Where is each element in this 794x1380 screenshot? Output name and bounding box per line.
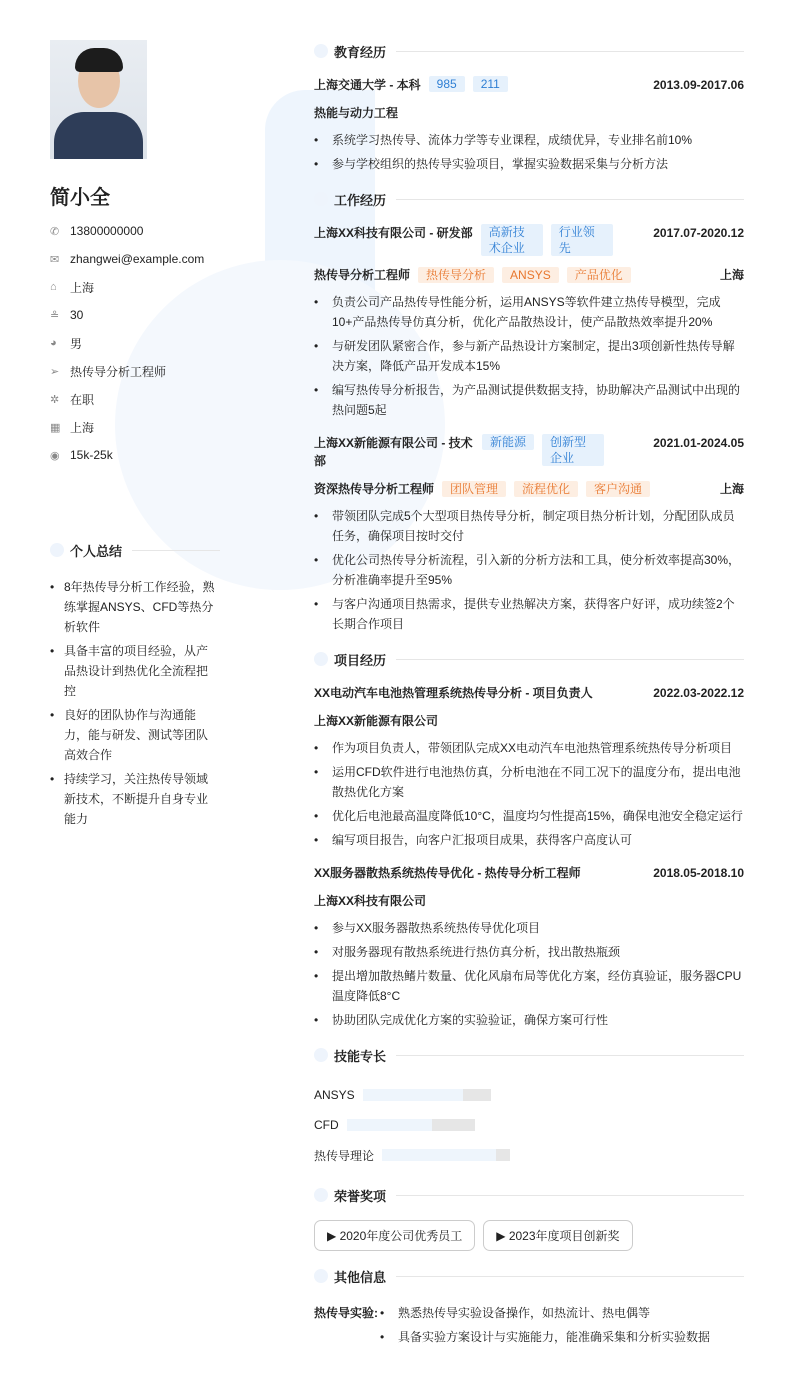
skill-tag: 客户沟通 (586, 481, 650, 497)
entry-title-group (314, 864, 581, 882)
section-title (314, 648, 744, 670)
skill-item (314, 1080, 568, 1110)
info-text: 30 (70, 308, 84, 322)
entry-title: XX服务器散热系统热传导优化 - 热传导分析工程师 (314, 866, 581, 880)
skill-name: CFD (314, 1118, 339, 1132)
skill-bar (363, 1089, 491, 1101)
other-item: • 具备实验方案设计与实施能力，能准确采集和分析实验数据 (380, 1325, 710, 1349)
entry-title: XX电动汽车电池热管理系统热传导分析 - 项目负责人 (314, 686, 593, 700)
role-text: 上海XX新能源有限公司 (314, 714, 439, 728)
skill-list (314, 1080, 744, 1170)
entry-subtitle (314, 712, 744, 730)
entry-title-group (314, 684, 593, 702)
entry-title-group (314, 224, 613, 256)
bullet-item: • 与研发团队紧密合作，参与新产品热设计方案制定，提出3项创新性热传导解决方案，降低产品开发成本15% (314, 336, 744, 376)
info-text: 热传导分析工程师 (70, 364, 167, 379)
entry-role (314, 480, 650, 498)
entry-date: 2021.01-2024.05 (653, 436, 744, 450)
summary-list (50, 577, 220, 829)
play-icon: ▶ (327, 1229, 340, 1243)
bullet-item: • 参与XX服务器散热系统热传导优化项目 (314, 918, 744, 938)
skill-bar (347, 1119, 475, 1131)
bullet-list (314, 130, 744, 174)
skill-bar-fill (363, 1089, 463, 1101)
skill-bar-fill (347, 1119, 433, 1131)
info-text: 15k-25k (70, 448, 113, 462)
section-title (314, 1184, 744, 1206)
award-list (314, 1220, 744, 1251)
skill-tag: 团队管理 (442, 481, 506, 497)
other-list (380, 1301, 710, 1349)
entry-subtitle (314, 480, 744, 498)
info-text: 上海 (70, 280, 95, 295)
skill-name: 热传导理论 (314, 1148, 375, 1163)
cake-icon: ≗ (50, 309, 60, 322)
info-row (50, 301, 220, 329)
entry-subtitle (314, 104, 744, 122)
bullet-item: • 系统学习热传导、流体力学等专业课程，成绩优异，专业排名前10% (314, 130, 744, 150)
bullet-item: • 负责公司产品热传导性能分析，运用ANSYS等软件建立热传导模型，完成10+产品热传导仿真分析，优化产品散热设计，使产品散热效率提升20% (314, 292, 744, 332)
skill-item (314, 1140, 568, 1170)
role-text: 上海XX科技有限公司 (314, 894, 427, 908)
tag: 行业领先 (551, 224, 613, 256)
skill-tag: 产品优化 (567, 267, 631, 283)
award-item[interactable] (314, 1220, 475, 1251)
skill-bar-fill (382, 1149, 496, 1161)
phone-icon: ✆ (50, 225, 60, 238)
section-dot-icon (314, 652, 328, 666)
other-label: 热传导实验: (314, 1306, 378, 1320)
skills-section (314, 1044, 744, 1170)
info-row (50, 217, 220, 245)
gender-icon: ◕ (50, 337, 57, 349)
role-text: 热传导分析工程师 (314, 268, 411, 282)
section-title (50, 539, 220, 561)
info-text: 上海 (70, 420, 95, 435)
entry-header (314, 224, 744, 256)
entry-role (314, 892, 426, 910)
send-icon: ➢ (50, 365, 60, 378)
entry-date: 2022.03-2022.12 (653, 686, 744, 700)
role-text: 资深热传导分析工程师 (314, 482, 435, 496)
entry-title-group (314, 434, 604, 470)
bullet-item: • 优化公司热传导分析流程，引入新的分析方法和工具，使分析效率提高30%，分析准确率提升至95% (314, 550, 744, 590)
home-icon: ⌂ (50, 281, 57, 293)
section-title-text: 荣誉奖项 (334, 1188, 387, 1204)
salary-icon: ◉ (50, 449, 60, 462)
contact-info (50, 217, 220, 469)
section-title-text: 其他信息 (334, 1269, 387, 1285)
divider (396, 1276, 744, 1277)
bullet-list (314, 506, 744, 634)
divider (396, 199, 744, 200)
skill-item (314, 1110, 568, 1140)
award-text: 2020年度公司优秀员工 (339, 1229, 463, 1243)
entry-header (314, 684, 744, 702)
main-content (314, 40, 744, 1363)
section-title (314, 1265, 744, 1287)
entry-role (314, 712, 438, 730)
summary-item: • 持续学习，关注热传导领域新技术，不断提升自身专业能力 (50, 769, 215, 829)
status-icon: ✲ (50, 393, 60, 406)
education-section (314, 40, 744, 174)
entry-title: 上海XX新能源有限公司 - 技术部 (314, 436, 473, 468)
skill-tag: ANSYS (502, 267, 559, 283)
divider (132, 550, 220, 551)
summary-item: • 8年热传导分析工作经验，熟练掌握ANSYS、CFD等热分析软件 (50, 577, 215, 637)
section-title (314, 40, 744, 62)
building-icon: ▦ (50, 421, 61, 434)
entry-title: 上海交通大学 - 本科 (314, 78, 421, 92)
divider (396, 1055, 744, 1056)
section-title (314, 188, 744, 210)
award-item[interactable] (483, 1220, 632, 1251)
entry-subtitle (314, 892, 744, 910)
play-icon: ▶ (496, 1229, 509, 1243)
bullet-item: • 编写热传导分析报告，为产品测试提供数据支持，协助解决产品测试中出现的热问题5起 (314, 380, 744, 420)
section-title-text: 项目经历 (334, 652, 387, 668)
entry-header (314, 864, 744, 882)
info-row (50, 385, 220, 413)
skill-tag: 热传导分析 (418, 267, 494, 283)
entry-header (314, 76, 744, 94)
info-text: 在职 (70, 392, 95, 407)
bullet-item: • 对服务器现有散热系统进行热仿真分析，找出散热瓶颈 (314, 942, 744, 962)
section-title (314, 1044, 744, 1066)
bullet-item: • 编写项目报告，向客户汇报项目成果，获得客户高度认可 (314, 830, 744, 850)
work-section (314, 188, 744, 634)
section-title-text: 教育经历 (334, 44, 387, 60)
bullet-item: • 协助团队完成优化方案的实验验证，确保方案可行性 (314, 1010, 744, 1030)
bullet-item: • 提出增加散热鳍片数量、优化风扇布局等优化方案，经仿真验证，服务器CPU温度降低8°C (314, 966, 744, 1006)
info-text: 13800000000 (70, 224, 144, 238)
entry-header (314, 434, 744, 470)
skill-bar (382, 1149, 510, 1161)
info-row (50, 413, 220, 441)
mail-icon: ✉ (50, 253, 60, 266)
section-title-text: 技能专长 (334, 1048, 387, 1064)
section-dot-icon (314, 1269, 328, 1283)
bullet-item: • 参与学校组织的热传导实验项目，掌握实验数据采集与分析方法 (314, 154, 744, 174)
bullet-item: • 优化后电池最高温度降低10°C，温度均匀性提高15%，确保电池安全稳定运行 (314, 806, 744, 826)
divider (396, 51, 744, 52)
section-title-text: 工作经历 (334, 192, 387, 208)
bullet-item: • 带领团队完成5个大型项目热传导分析，制定项目热分析计划，分配团队成员任务，确保项目按时交付 (314, 506, 744, 546)
bullet-item: • 与客户沟通项目热需求，提供专业热解决方案，获得客户好评，成功续签2个长期合作项目 (314, 594, 744, 634)
tag: 211 (473, 76, 508, 92)
awards-section (314, 1184, 744, 1251)
info-text: 男 (70, 336, 83, 351)
avatar (50, 40, 147, 159)
section-dot-icon (314, 1048, 328, 1062)
summary-item: • 良好的团队协作与沟通能力，能与研发、测试等团队高效合作 (50, 705, 215, 765)
entry-subtitle (314, 266, 744, 284)
tag: 985 (429, 76, 465, 92)
candidate-name: 简小全 (50, 187, 110, 209)
bullet-list (314, 918, 744, 1030)
bullet-item: • 运用CFD软件进行电池热仿真，分析电池在不同工况下的温度分布，提出电池散热优化方案 (314, 762, 744, 802)
role-text: 热能与动力工程 (314, 106, 399, 120)
divider (396, 659, 744, 660)
entry-title-group (314, 76, 508, 94)
section-dot-icon (314, 44, 328, 58)
other-item: • 熟悉热传导实验设备操作，如热流计、热电偶等 (380, 1301, 710, 1325)
info-row (50, 357, 220, 385)
sidebar (50, 40, 220, 833)
section-dot-icon (314, 1188, 328, 1202)
projects-section (314, 648, 744, 1030)
entry-title: 上海XX科技有限公司 - 研发部 (314, 226, 473, 240)
bullet-item: • 作为项目负责人，带领团队完成XX电动汽车电池热管理系统热传导分析项目 (314, 738, 744, 758)
info-text: zhangwei@example.com (70, 252, 205, 266)
skill-tag: 流程优化 (514, 481, 578, 497)
entry-date: 2013.09-2017.06 (653, 78, 744, 92)
award-text: 2023年度项目创新奖 (508, 1229, 620, 1243)
tag: 新能源 (482, 434, 534, 450)
entry-date: 2018.05-2018.10 (653, 866, 744, 880)
summary-section (50, 539, 220, 829)
section-dot-icon (50, 543, 64, 557)
tag: 高新技术企业 (481, 224, 543, 256)
bullet-list (314, 738, 744, 850)
entry-role (314, 104, 398, 122)
entry-location: 上海 (719, 482, 744, 496)
section-title-text: 个人总结 (70, 543, 123, 559)
info-row (50, 441, 220, 469)
other-section (314, 1265, 744, 1349)
info-row (50, 245, 220, 273)
tag: 创新型企业 (542, 434, 604, 466)
entry-date: 2017.07-2020.12 (653, 226, 744, 240)
skill-name: ANSYS (314, 1088, 355, 1102)
entry-role (314, 266, 631, 284)
other-info (314, 1301, 744, 1349)
bullet-list (314, 292, 744, 420)
section-dot-icon (314, 192, 328, 206)
summary-item: • 具备丰富的项目经验，从产品热设计到热优化全流程把控 (50, 641, 215, 701)
divider (396, 1195, 744, 1196)
info-row (50, 329, 220, 357)
entry-location: 上海 (719, 268, 744, 282)
info-row (50, 273, 220, 301)
